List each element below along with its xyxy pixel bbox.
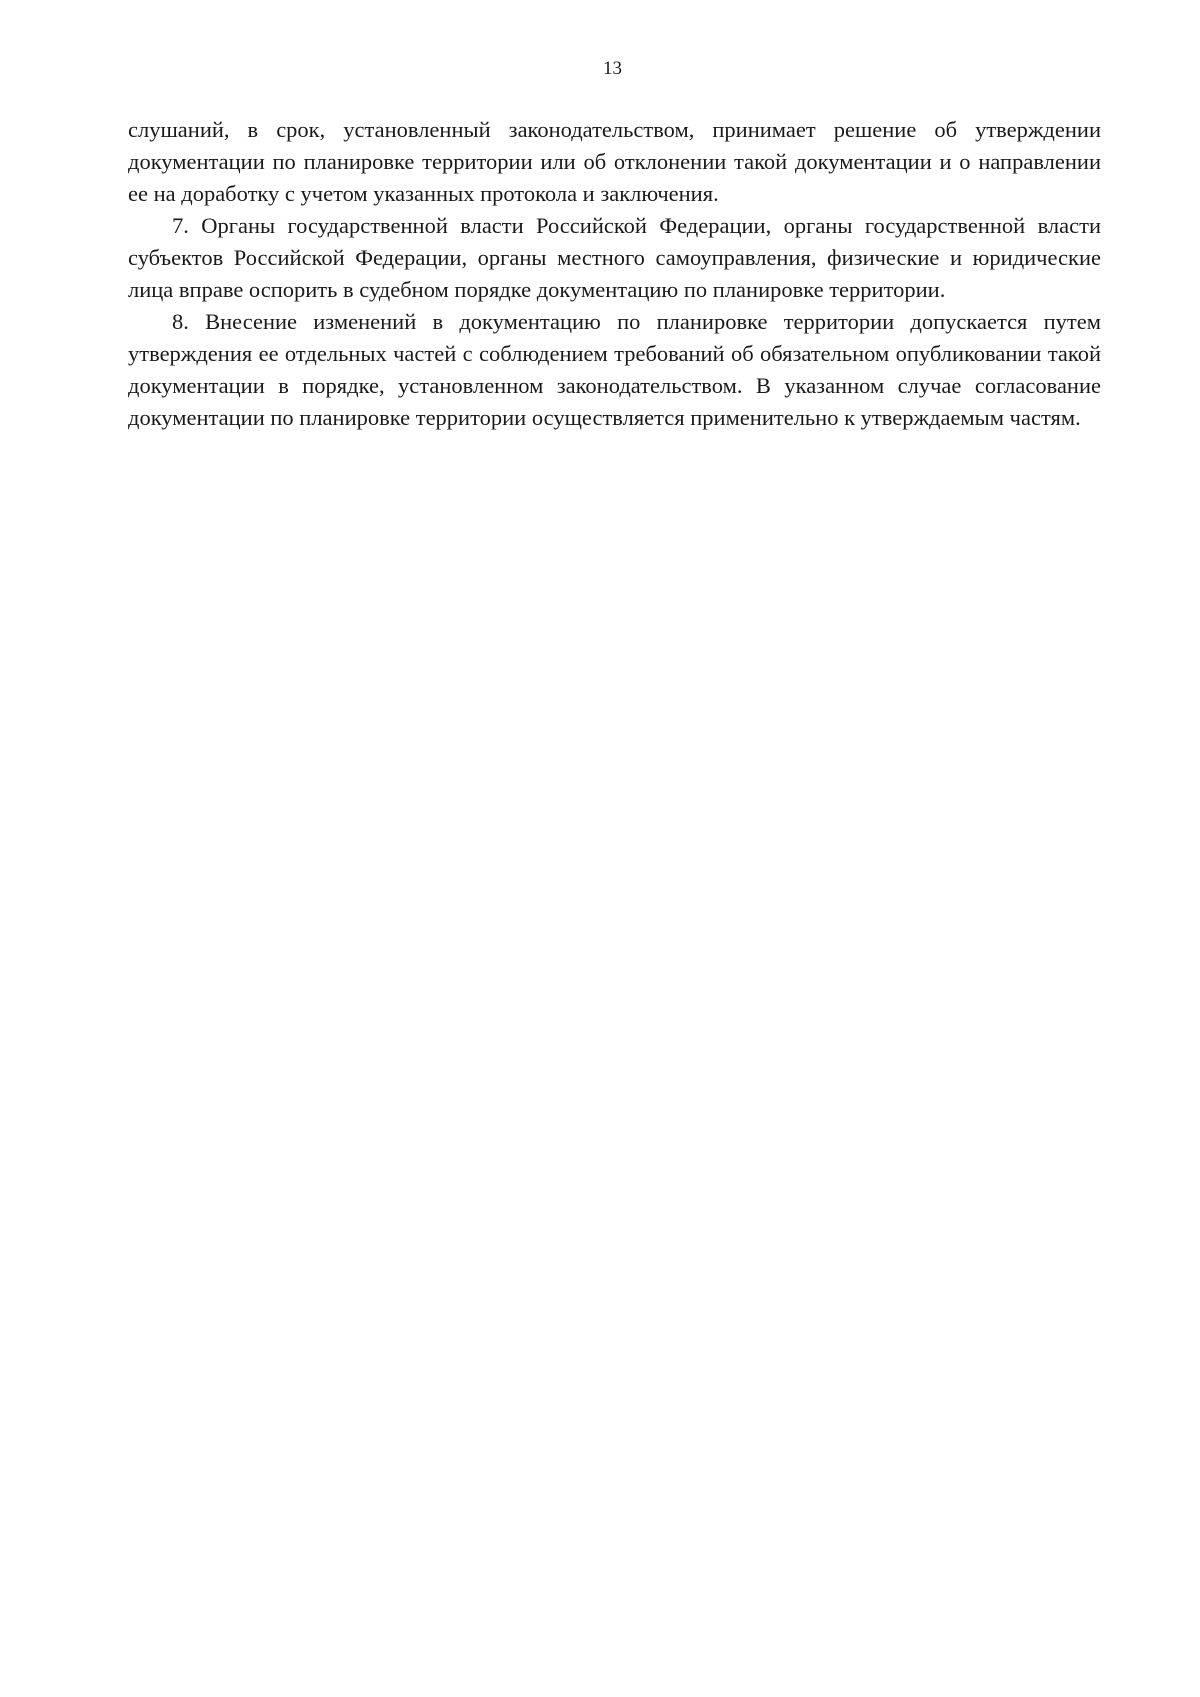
paragraph-8: 8. Внесение изменений в документацию по планировке территории допускается путем утверждения ее отдельных частей с соблюдением требований об обязательном опубликовании такой документации в порядке, установленном законодательством. В указанном случае согласование документации по планировке территории осуществляется применительно к утверждаемым частям. xyxy=(128,309,1101,430)
page-number: 13 xyxy=(603,58,622,79)
document-body xyxy=(128,114,1101,434)
paragraph-7: 7. Органы государственной власти Российской Федерации, органы государственной власти субъектов Российской Федерации, органы местного самоуправления, физические и юридические лица вправе оспорить в судебном порядке документацию по планировке территории. xyxy=(128,213,1101,302)
paragraph-continuation: слушаний, в срок, установленный законодательством, принимает решение об утверждении документации по планировке территории или об отклонении такой документации и о направлении ее на доработку с учетом указанных протокола и заключения. xyxy=(128,117,1101,206)
